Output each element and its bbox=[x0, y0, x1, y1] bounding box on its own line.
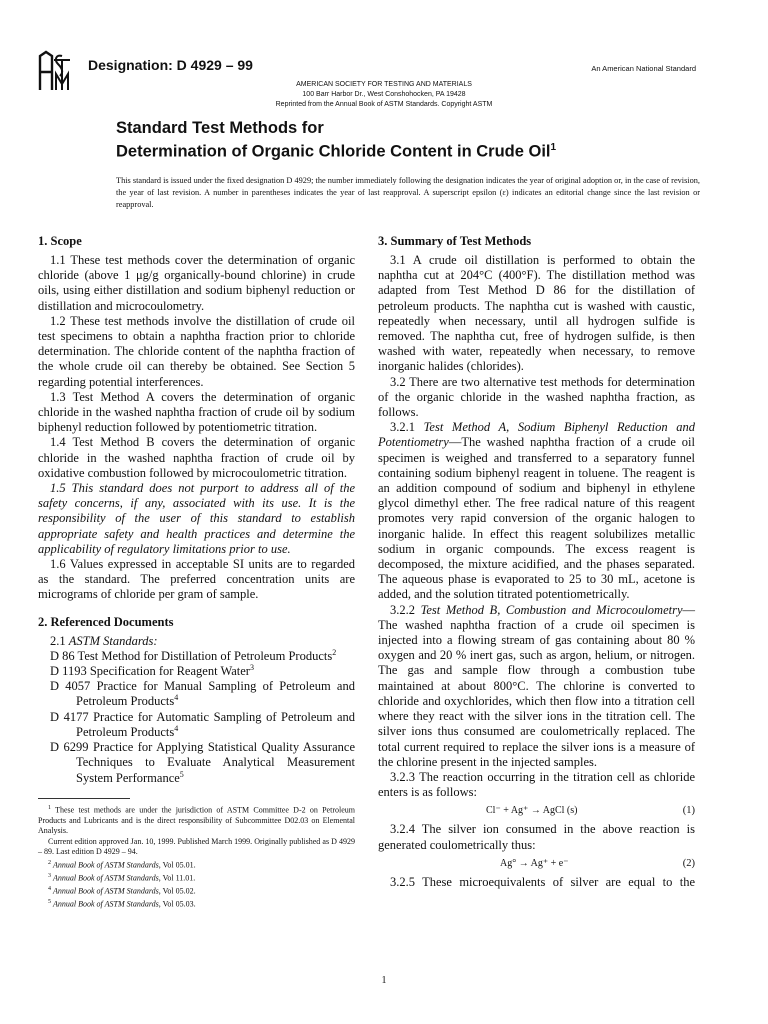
footnote-1-edition: Current edition approved Jan. 10, 1999. Published March 1999. Originally published as D 4929 – 89. Last edition D 4929 – 94. bbox=[38, 836, 355, 857]
footnotes bbox=[38, 798, 355, 910]
title-line-2: Determination of Organic Chloride Content in Crude Oil$^1$ bbox=[116, 142, 557, 161]
national-standard-label: An American National Standard bbox=[591, 64, 696, 73]
left-column bbox=[38, 234, 355, 786]
page-number: 1 bbox=[381, 975, 387, 986]
footnote-3: $^3$ Annual Book of ASTM Standards, Vol 11.01. bbox=[48, 872, 196, 883]
section-heading-referenced-documents: 2. Referenced Documents bbox=[38, 614, 174, 629]
issuance-note: This standard is issued under the fixed designation D 4929; the number immediately following the designation indicates the year of original adoption or, in the case of revision, the year of last revision. A number in parentheses indicates the year of last reapproval. A superscript epsilon (ε) indicates an editorial change since the last revision or reapproval. bbox=[116, 176, 700, 209]
publisher-line: 100 Barr Harbor Dr., West Conshohocken, PA 19428 bbox=[302, 91, 466, 98]
paragraph-3-2-3: 3.2.3 The reaction occurring in the titration cell as chloride enters is as follows: bbox=[378, 769, 695, 800]
equation-2 bbox=[378, 853, 695, 875]
astm-standards-label: 2.1 ASTM Standards: bbox=[50, 633, 158, 648]
paragraph-3-2: 3.2 There are two alternative test methods for determination of the organic chloride in the washed naphtha fraction, as follows. bbox=[378, 374, 695, 420]
document-title bbox=[116, 119, 556, 162]
publisher-line: AMERICAN SOCIETY FOR TESTING AND MATERIALS bbox=[296, 81, 472, 88]
equation-2-number: (2) bbox=[682, 857, 695, 869]
paragraph-3-2-5: 3.2.5 These microequivalents of silver are equal to the bbox=[390, 874, 695, 889]
footnote-4: $^4$ Annual Book of ASTM Standards, Vol 05.02. bbox=[48, 885, 196, 896]
footnote-2: $^2$ Annual Book of ASTM Standards, Vol 05.01. bbox=[48, 859, 196, 870]
publisher-block bbox=[0, 80, 768, 110]
reference-item: D 86 Test Method for Distillation of Petroleum Products$^2$ bbox=[50, 647, 337, 663]
right-column bbox=[378, 234, 695, 890]
title-footnote-mark: 1 bbox=[550, 142, 557, 153]
equation-1 bbox=[378, 800, 695, 822]
equation-2-expression: Ag° → Ag⁺ + e⁻ bbox=[500, 857, 569, 869]
paragraph-3-2-2: 3.2.2 Test Method B, Combustion and Microcoulometry—The washed naphtha fraction of a crude oil specimen is injected into a flowing stream of gas containing about 80 % oxygen and 20 % inert gas, such as argon, helium, or nitrogen. The gas and sample flow through a combustion tube maintained at about 800°C. The chlorine is converted to chloride and oxychlorides, which then flow into a titration cell where they react with the silver ions in the titration cell. The silver ions thus consumed are coulometrically replaced. The total current required to replace the silver ions is a measure of the chlorine present in the injected samples. bbox=[378, 602, 695, 769]
paragraph-1-1: 1.1 These test methods cover the determination of organic chloride (above 1 μg/g organically-bound chlorine) in crude oils, using either distillation and sodium biphenyl reduction or distillation and microcoulometry. bbox=[38, 253, 355, 313]
reference-item: D 4177 Practice for Automatic Sampling of Petroleum and Petroleum Products$^4$ bbox=[50, 709, 355, 739]
paragraph-1-6: 1.6 Values expressed in acceptable SI units are to regarded as the standard. The preferred concentration units are micrograms of chloride per gram of sample. bbox=[38, 557, 355, 602]
paragraph-3-2-1: 3.2.1 Test Method A, Sodium Biphenyl Reduction and Potentiometry—The washed naphtha fraction of a crude oil specimen is weighed and transferred to a separatory funnel containing sodium biphenyl reagent in toluene. The reagent is an addition compound of sodium and biphenyl in ethylene glycol dimethyl ether. The free radical nature of this reagent promotes very rapid conversion of the organic halogen to inorganic halide. In effect this reagent solubilizes metallic sodium in organic compounds. The excess reagent is decomposed, the mixture acidified, and the phases separated. The aqueous phase is evaporated to 25 to 30 mL, acetone is added, and the solution titrated potentiometrically. bbox=[378, 420, 696, 602]
section-heading-summary: 3. Summary of Test Methods bbox=[378, 234, 532, 248]
equation-1-expression: Cl⁻ + Ag⁺ → AgCl (s) bbox=[486, 805, 578, 817]
reference-item: D 6299 Practice for Applying Statistical Quality Assurance Techniques to Evaluate Analytical Measurement System Performance$^5$ bbox=[50, 740, 355, 785]
footnote-divider bbox=[38, 798, 130, 799]
section-heading-scope: 1. Scope bbox=[38, 234, 82, 248]
equation-1-number: (1) bbox=[682, 805, 695, 817]
reference-item: D 4057 Practice for Manual Sampling of Petroleum and Petroleum Products$^4$ bbox=[50, 679, 355, 709]
publisher-line: Reprinted from the Annual Book of ASTM Standards. Copyright ASTM bbox=[275, 101, 493, 108]
paragraph-3-2-4: 3.2.4 The silver ion consumed in the above reaction is generated coulometrically thus: bbox=[378, 822, 695, 852]
reference-item: D 1193 Specification for Reagent Water$^3$ bbox=[50, 662, 254, 679]
title-line-1: Standard Test Methods for bbox=[116, 119, 324, 137]
paragraph-1-4: 1.4 Test Method B covers the determination of organic chloride in the washed naphtha fraction of crude oil by oxidative combustion followed by microcoulometric titration. bbox=[38, 435, 355, 480]
paragraph-1-2: 1.2 These test methods involve the distillation of crude oil test specimens to obtain a naphtha fraction prior to chloride determination. The chloride content of the naphtha fraction of the whole crude oil can thereby be obtained. See Section 5 regarding potential interferences. bbox=[38, 313, 355, 389]
paragraph-3-1: 3.1 A crude oil distillation is performed to obtain the naphtha cut at 204°C (400°F). The distillation method was adapted from Test Method D 86 for the distillation of petroleum products. The naphtha cut is washed with caustic, repeatedly when necessary, until all hydrogen sulfide is removed. The naphtha cut, free of hydrogen sulfide, is then washed with water, repeatedly when necessary, to remove inorganic halides (chlorides). bbox=[378, 253, 695, 374]
paragraph-1-3: 1.3 Test Method A covers the determination of organic chloride in the washed naphtha fraction of crude oil by sodium biphenyl reduction followed by potentiometric titration. bbox=[38, 389, 355, 435]
paragraph-1-5-safety: 1.5 This standard does not purport to address all of the safety concerns, if any, associated with its use. It is the responsibility of the user of this standard to establish appropriate safety and health practices and determine the applicability of regulatory limitations prior to use. bbox=[38, 481, 355, 556]
footnote-1: $^1$ These test methods are under the jurisdiction of ASTM Committee D-2 on Petroleum Products and Lubricants and is the direct responsibility of Subcommittee D02.03 on Elemental Analysis. bbox=[38, 805, 355, 836]
designation: Designation: D 4929 – 99 bbox=[88, 57, 253, 73]
footnote-5: $^5$ Annual Book of ASTM Standards, Vol 05.03. bbox=[48, 898, 196, 909]
